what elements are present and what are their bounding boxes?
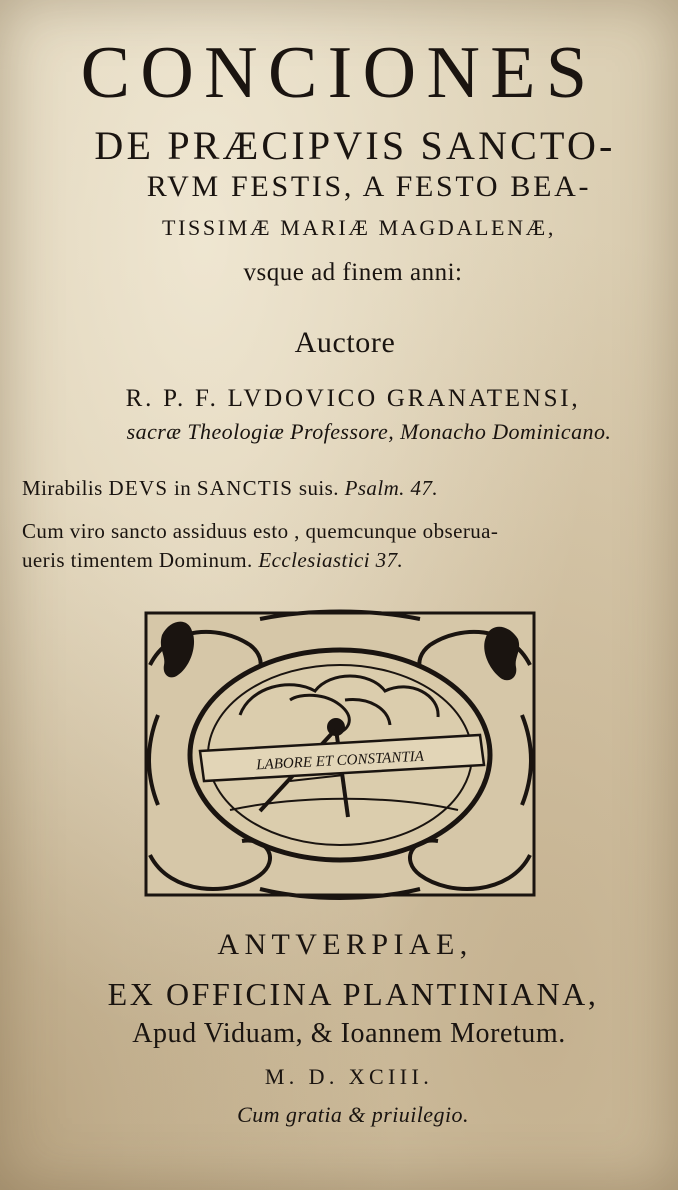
imprint-printer: EX OFFICINA PLANTINIANA, (107, 976, 599, 1012)
imprint-publishers: Apud Viduam, & Ioannem Moretum. (132, 1018, 566, 1049)
printers-mark-compass-icon (140, 605, 540, 905)
title-line-3: RVM FESTIS, A FESTO BEA- (146, 170, 592, 203)
psalm-quote-text-2: in (168, 476, 197, 500)
psalm-quote-text-1: Mirabilis (22, 476, 109, 500)
psalm-quote (22, 478, 662, 499)
motto-text: LABORE ET CONSTANTIA (255, 748, 425, 774)
author-description: sacræ Theologiæ Professore, Monacho Dominicano. (126, 419, 612, 444)
psalm-quote-deus: DEVS (108, 476, 169, 500)
ecclesiasticus-reference: Ecclesiastici 37. (258, 548, 404, 572)
ecclesiasticus-quote-line-2 (22, 550, 662, 571)
ecclesiasticus-quote-text: ueris timentem Dominum. (22, 548, 259, 572)
auctore-label: Auctore (294, 326, 396, 359)
book-title: CONCIONES (80, 32, 598, 114)
title-line-5: vsque ad finem anni: (243, 259, 463, 286)
imprint-year: M. D. XCIII. (264, 1064, 434, 1089)
printers-device (140, 605, 540, 905)
author-name: R. P. F. LVDOVICO GRANATENSI, (125, 385, 581, 412)
title-line-4: TISSIMÆ MARIÆ MAGDALENÆ, (162, 215, 556, 240)
psalm-reference: Psalm. 47. (344, 476, 439, 500)
ecclesiasticus-quote-line-1: Cum viro sancto assiduus esto , quemcunque obserua- (22, 519, 499, 543)
imprint-city: ANTVERPIAE, (217, 928, 473, 961)
psalm-quote-text-3: suis. (293, 476, 345, 500)
imprint-privilege: Cum gratia & priuilegio. (237, 1102, 469, 1127)
psalm-quote-sanctis: SANCTIS (196, 476, 294, 500)
title-line-2: DE PRÆCIPVIS SANCTO- (94, 123, 616, 168)
